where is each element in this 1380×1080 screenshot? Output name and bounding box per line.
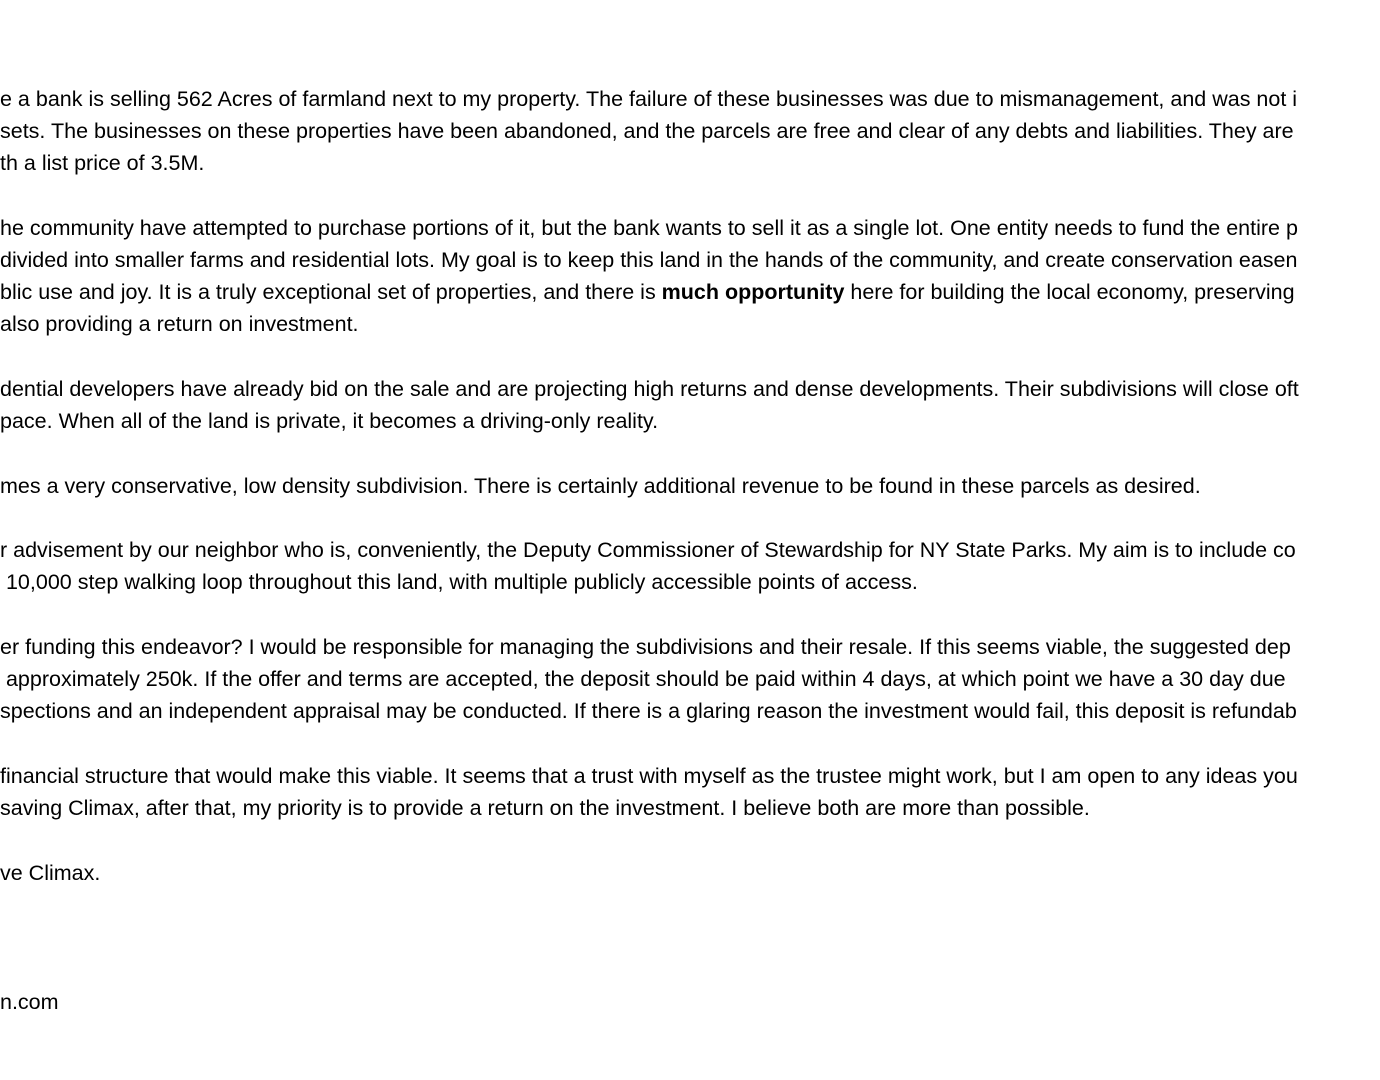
paragraph-2-line-4: also providing a return on investment. [0,312,359,336]
footer-email-fragment: n.com [0,990,59,1014]
paragraph-2-text-before-bold: blic use and joy. It is a truly exceptional set of properties, and there is [0,280,662,304]
paragraph-3-line-1: dential developers have already bid on the sale and are projecting high returns and dense developments. Their subdivisions will close oft [0,377,1299,401]
bold-phrase: much opportunity [661,280,845,304]
paragraph-6-line-1: er funding this endeavor? I would be responsible for managing the subdivisions and their resale. If this seems viable, the suggested dep [0,635,1291,659]
paragraph-3-line-2: pace. When all of the land is private, it becomes a driving-only reality. [0,409,659,433]
paragraph-6-line-3: spections and an independent appraisal may be conducted. If there is a glaring reason the investment would fail, this deposit is refundab [0,699,1297,723]
paragraph-2-line-3 [0,276,1295,308]
paragraph-2-line-2: divided into smaller farms and residential lots. My goal is to keep this land in the hands of the community, and create conservation easen [0,248,1298,272]
paragraph-7-line-1: financial structure that would make this viable. It seems that a trust with myself as the trustee might work, but I am open to any ideas you [0,764,1298,788]
paragraph-5-line-1: r advisement by our neighbor who is, conveniently, the Deputy Commissioner of Stewardship for NY State Parks. My aim is to include co [0,538,1296,562]
paragraph-2-text-after-bold: here for building the local economy, preserving [844,280,1295,304]
paragraph-4-line-1: mes a very conservative, low density subdivision. There is certainly additional revenue to be found in these parcels as desired. [0,474,1201,498]
paragraph-1-line-1: e a bank is selling 562 Acres of farmland next to my property. The failure of these businesses was due to mismanagement, and was not i [0,87,1298,111]
paragraph-1-line-3: th a list price of 3.5M. [0,151,205,175]
paragraph-5-line-2: 10,000 step walking loop throughout this land, with multiple publicly accessible points of access. [0,570,918,594]
paragraph-8-line-1: ve Climax. [0,861,101,885]
paragraph-1-line-2: sets. The businesses on these properties have been abandoned, and the parcels are free and clear of any debts and liabilities. They are [0,119,1294,143]
paragraph-7-line-2: saving Climax, after that, my priority is to provide a return on the investment. I believe both are more than possible. [0,796,1090,820]
paragraph-6-line-2: approximately 250k. If the offer and terms are accepted, the deposit should be paid within 4 days, at which point we have a 30 day due [0,667,1286,691]
paragraph-2-line-1: he community have attempted to purchase portions of it, but the bank wants to sell it as a single lot. One entity needs to fund the entire p [0,216,1298,240]
